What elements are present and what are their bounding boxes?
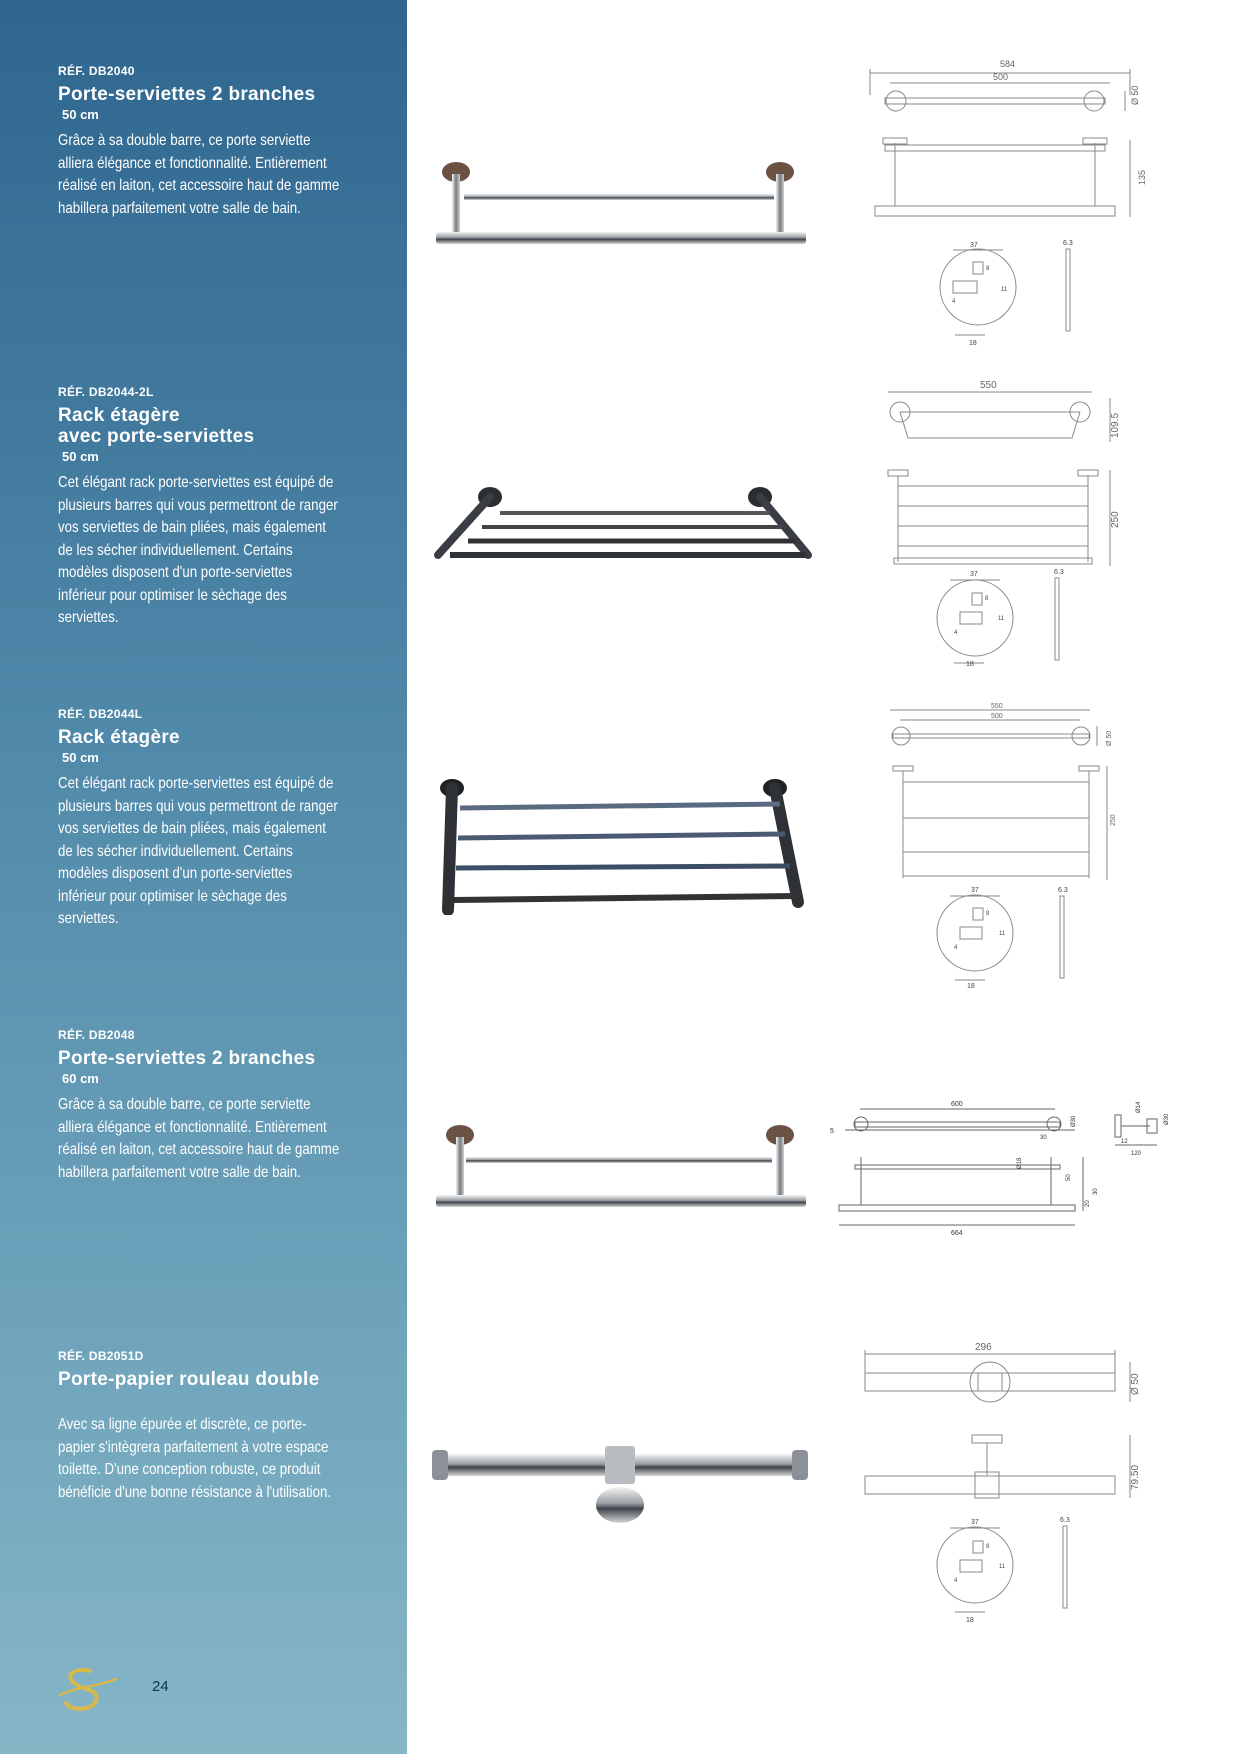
dim-label: 18 bbox=[967, 983, 975, 990]
dim-label: 500 bbox=[993, 72, 1009, 82]
dim-label: 37 bbox=[970, 571, 978, 578]
dim-label: 12 bbox=[1121, 1139, 1128, 1145]
product-title: Rack étagère bbox=[58, 405, 180, 426]
dim-label: 50 bbox=[1066, 1174, 1072, 1181]
product-db2044l bbox=[58, 707, 398, 931]
dim-label: Ø 50 bbox=[1130, 1373, 1141, 1395]
dim-label: 109.5 bbox=[1110, 412, 1121, 438]
dim-label: 79.50 bbox=[1130, 1464, 1141, 1490]
dim-label: 37 bbox=[970, 242, 978, 249]
product-photo-db2048 bbox=[430, 1115, 810, 1215]
dim-label: 30 bbox=[1093, 1188, 1099, 1195]
dim-label: 11 bbox=[1001, 287, 1008, 293]
product-size: 50 cm bbox=[62, 449, 99, 464]
product-description: Cet élégant rack porte-serviettes est équipé de plusieurs barres qui vous permettront de ranger vos serviettes de bain pliées, mais également de les sécher individuellement. Certains modèles disposent d'un porte-serviettes inférieur pour optimiser le sèchage des serviettes. bbox=[58, 775, 338, 927]
dim-label: 120 bbox=[1131, 1151, 1142, 1157]
dim-label: Ø14 bbox=[1136, 1101, 1142, 1113]
dim-label: 20 bbox=[1085, 1200, 1091, 1207]
ref-prefix: RÉF. bbox=[58, 385, 86, 399]
dim-label: 11 bbox=[999, 931, 1006, 937]
dim-label: 600 bbox=[951, 1101, 963, 1108]
product-title-line2: avec porte-serviettes bbox=[58, 426, 255, 447]
dim-label: Ø30 bbox=[1164, 1113, 1170, 1125]
product-description: Cet élégant rack porte-serviettes est équipé de plusieurs barres qui vous permettront de ranger vos serviettes de bain pliées, mais également de les sécher individuellement. Certains modèles disposent d'un porte-serviettes inférieur pour optimiser le sèchage des serviettes. bbox=[58, 474, 338, 626]
dim-label: 6.3 bbox=[1054, 569, 1064, 576]
ref-code: DB2051D bbox=[88, 1349, 144, 1363]
dim-label: 37 bbox=[971, 887, 979, 894]
product-title: Porte-serviettes 2 branches bbox=[58, 1048, 316, 1069]
dim-label: 4 bbox=[954, 1578, 958, 1584]
dim-label: 8 bbox=[986, 266, 990, 272]
dim-label: 5 bbox=[830, 1128, 834, 1135]
ref-code: DB2044-2L bbox=[88, 385, 154, 399]
dim-label: 8 bbox=[985, 596, 989, 602]
product-db2051d bbox=[58, 1349, 398, 1504]
dim-label: 550 bbox=[980, 380, 997, 391]
ref-prefix: RÉF. bbox=[58, 707, 86, 721]
product-size: 60 cm bbox=[62, 1071, 99, 1086]
dim-label: 4 bbox=[952, 299, 956, 305]
dim-label: 8 bbox=[986, 911, 990, 917]
product-photo-db2040 bbox=[430, 150, 810, 260]
product-db2040 bbox=[58, 64, 398, 220]
ref-prefix: RÉF. bbox=[58, 64, 86, 78]
ref-code: DB2048 bbox=[88, 1028, 135, 1042]
dim-label: 11 bbox=[999, 1564, 1006, 1570]
product-size bbox=[62, 1392, 398, 1406]
dim-label: 250 bbox=[1110, 511, 1121, 528]
dim-label: 8 bbox=[986, 1544, 990, 1550]
dim-label: 18 bbox=[969, 340, 977, 345]
dim-label: Ø 50 bbox=[1106, 730, 1113, 746]
technical-drawing-db2044l bbox=[875, 700, 1175, 990]
dim-label: 135 bbox=[1137, 169, 1147, 185]
product-size: 50 cm bbox=[62, 107, 99, 122]
product-photo-db2044l bbox=[430, 770, 815, 915]
dim-label: 30 bbox=[1040, 1135, 1047, 1141]
dim-label: 18 bbox=[966, 661, 974, 668]
product-db2044-2l bbox=[58, 385, 398, 630]
technical-drawing-db2040 bbox=[855, 55, 1185, 345]
product-title: Porte-serviettes 2 branches bbox=[58, 84, 316, 105]
page-number: 24 bbox=[152, 1678, 169, 1695]
dim-label: 250 bbox=[1110, 814, 1117, 826]
ref-code: DB2040 bbox=[88, 64, 135, 78]
dim-label: 37 bbox=[971, 1519, 979, 1526]
ref-prefix: RÉF. bbox=[58, 1349, 86, 1363]
dim-label: 296 bbox=[975, 1342, 992, 1353]
dim-label: 6.3 bbox=[1060, 1517, 1070, 1524]
product-title: Rack étagère bbox=[58, 727, 180, 748]
dim-label: 11 bbox=[998, 616, 1005, 622]
dim-label: 6.3 bbox=[1063, 240, 1073, 247]
product-photo-db2051d bbox=[430, 1440, 815, 1530]
dim-label: 500 bbox=[991, 713, 1003, 720]
dim-label: 6.3 bbox=[1058, 887, 1068, 894]
product-photo-db2044-2l bbox=[430, 475, 815, 575]
brand-logo-icon bbox=[56, 1665, 120, 1713]
product-size: 50 cm bbox=[62, 750, 99, 765]
ref-prefix: RÉF. bbox=[58, 1028, 86, 1042]
dim-label: 584 bbox=[1000, 59, 1016, 69]
product-description: Grâce à sa double barre, ce porte serviette alliera élégance et fonctionnalité. Entièrement réalisé en laiton, cet accessoire haut de gamme habillera parfaitement votre salle de bain. bbox=[58, 1096, 340, 1181]
dim-label: 18 bbox=[966, 1617, 974, 1624]
technical-drawing-db2044-2l bbox=[870, 378, 1180, 668]
product-description: Avec sa ligne épurée et discrète, ce porte-papier s'intègrera parfaitement à votre espace toilette. D'une conception robuste, ce produit bénéficie d'une bonne résistance à l'utilisation. bbox=[58, 1416, 332, 1501]
technical-drawing-db2051d bbox=[860, 1340, 1160, 1635]
dim-label: 550 bbox=[991, 703, 1003, 710]
product-title: Porte-papier rouleau double bbox=[58, 1369, 320, 1390]
dim-label: 4 bbox=[954, 630, 958, 636]
product-description: Grâce à sa double barre, ce porte serviette alliera élégance et fonctionnalité. Entièrement réalisé en laiton, cet accessoire haut de gamme habillera parfaitement votre salle de bain. bbox=[58, 132, 340, 217]
dim-label: 4 bbox=[954, 945, 958, 951]
ref-code: DB2044L bbox=[88, 707, 143, 721]
dim-label: 664 bbox=[951, 1230, 963, 1237]
dim-label: Ø 50 bbox=[1130, 85, 1140, 105]
dim-label: Ø30 bbox=[1071, 1115, 1077, 1127]
product-db2048 bbox=[58, 1028, 398, 1184]
dim-label: Ø18 bbox=[1017, 1157, 1023, 1169]
technical-drawing-db2048 bbox=[825, 1095, 1185, 1240]
